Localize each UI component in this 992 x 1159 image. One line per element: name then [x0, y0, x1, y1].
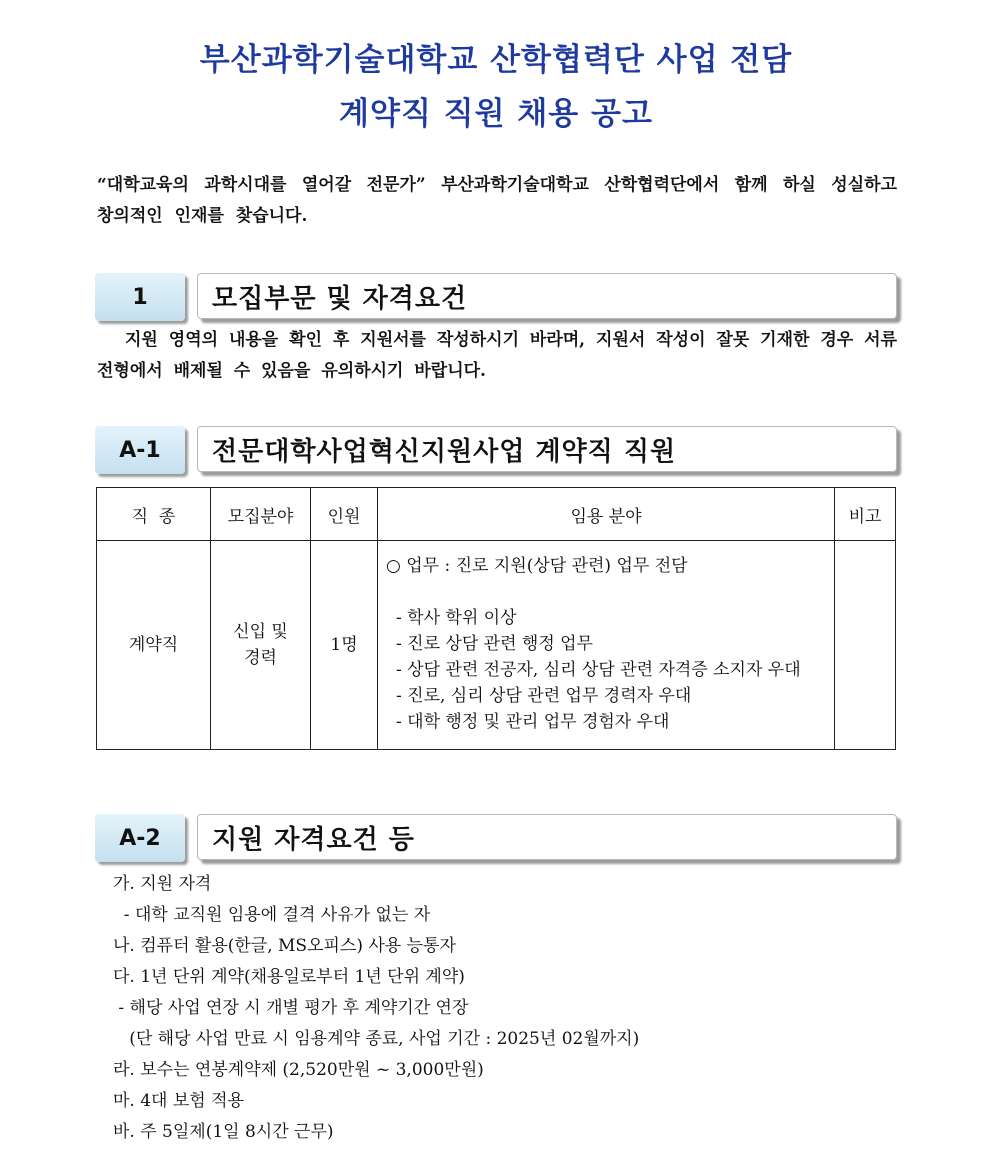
- requirement-line: (단 해당 사업 만료 시 임용계약 종료, 사업 기간 : 2025년 02월까지): [113, 1029, 640, 1049]
- section-1-title: 모집부문 및 자격요건: [197, 273, 897, 319]
- duty-item: - 진로, 심리 상담 관련 업무 경력자 우대: [396, 686, 692, 706]
- duty-item: - 진로 상담 관련 행정 업무: [396, 634, 593, 654]
- page-title-line2: 계약직 직원 채용 공고: [339, 96, 653, 132]
- header-duty: 임용 분야: [378, 488, 835, 541]
- cell-count: 1명: [311, 541, 378, 750]
- requirement-line: 다. 1년 단위 계약(채용일로부터 1년 단위 계약): [113, 967, 465, 987]
- cell-field-line1: 신입 및: [233, 622, 288, 642]
- duty-main: ○ 업무 : 진로 지원(상담 관련) 업무 전담: [386, 556, 688, 576]
- section-a1-title: 전문대학사업혁신지원사업 계약직 직원: [197, 426, 897, 472]
- section-1-text: 지원 영역의 내용을 확인 후 지원서를 작성하시기 바라며, 지원서 작성이 잘못 기재한 경우 서류 전형에서 배제될 수 있음을 유의하시기 바랍니다.: [97, 330, 897, 381]
- section-a2-number: A-2: [95, 814, 185, 862]
- section-a1-header: [95, 426, 900, 476]
- header-note: 비고: [835, 488, 896, 541]
- requirement-line: 가. 지원 자격: [113, 874, 212, 894]
- duty-item: - 대학 행정 및 관리 업무 경험자 우대: [396, 712, 670, 732]
- section-a2-title: 지원 자격요건 등: [197, 814, 897, 860]
- cell-field: [211, 541, 311, 750]
- requirements-list: [113, 869, 639, 1148]
- section-a1-number: A-1: [95, 426, 185, 474]
- header-job-type: 직 종: [97, 488, 211, 541]
- table-row: [97, 541, 896, 750]
- cell-note: [835, 541, 896, 750]
- requirement-line: - 해당 사업 연장 시 개별 평가 후 계약기간 연장: [113, 998, 469, 1018]
- intro-text: “대학교육의 과학시대를 열어갈 전문가” 부산과학기술대학교 산학협력단에서 함께 하실 성실하고 창의적인 인재를 찾습니다.: [97, 175, 897, 226]
- cell-field-line2: 경력: [244, 648, 277, 668]
- duty-item: - 학사 학위 이상: [396, 608, 517, 628]
- cell-job-type: 계약직: [97, 541, 211, 750]
- table-header-row: [97, 488, 896, 541]
- duty-item: - 상담 관련 전공자, 심리 상담 관련 자격증 소지자 우대: [396, 660, 801, 680]
- job-table: [96, 487, 896, 750]
- header-count: 인원: [311, 488, 378, 541]
- section-1-number: 1: [95, 273, 185, 321]
- header-field: 모집분야: [211, 488, 311, 541]
- requirement-line: - 대학 교직원 임용에 결격 사유가 없는 자: [113, 905, 431, 925]
- cell-duty: [378, 541, 835, 750]
- requirement-line: 나. 컴퓨터 활용(한글, MS오피스) 사용 능통자: [113, 936, 456, 956]
- section-1-header: [95, 273, 900, 323]
- page-title-line1: 부산과학기술대학교 산학협력단 사업 전담: [199, 42, 793, 78]
- section-a2-header: [95, 814, 900, 864]
- requirement-line: 라. 보수는 연봉계약제 (2,520만원 ~ 3,000만원): [113, 1060, 484, 1080]
- requirement-line: 마. 4대 보험 적용: [113, 1091, 244, 1111]
- requirement-line: 바. 주 5일제(1일 8시간 근무): [113, 1122, 334, 1142]
